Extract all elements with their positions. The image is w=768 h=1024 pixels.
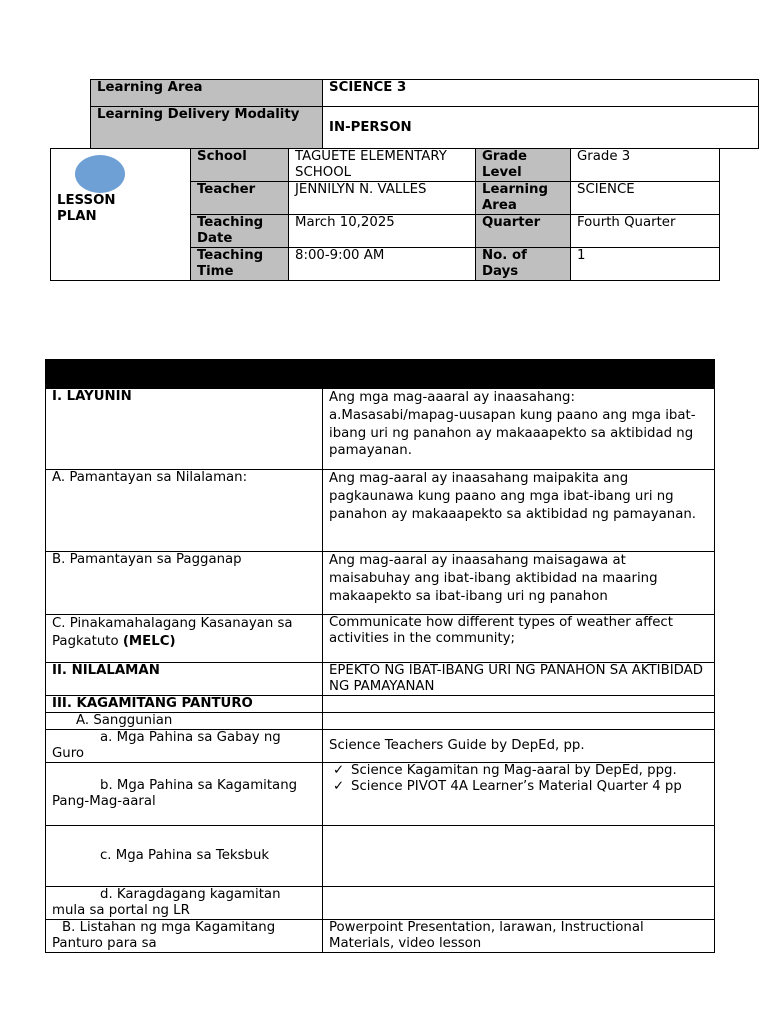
melc-label-text: C. Pinakamahalagang Kasanayan sa Pagkatuto	[52, 616, 293, 649]
school-value: TAGUETE ELEMENTARY SCHOOL	[289, 149, 476, 182]
table-row	[46, 389, 715, 470]
check-icon: ✓	[333, 778, 345, 794]
melc-value: Communicate how different types of weather affect activities in the community;	[323, 615, 715, 663]
pamantayan-pagganap-value: Ang mag-aaral ay inaasahang maisagawa at maisabuhay ang ibat-ibang aktibidad na maaring makaapekto sa ibat-ibang uri ng panahon	[323, 552, 715, 615]
table-row	[46, 886, 715, 919]
check-icon: ✓	[333, 762, 345, 778]
kagamitang-label: b. Mga Pahina sa Kagamitang Pang-Mag-aaral	[46, 762, 323, 825]
grade-value: Grade 3	[571, 149, 720, 182]
kagamitan-label: III. KAGAMITANG PANTURO	[46, 695, 323, 712]
teacher-label: Teacher	[191, 181, 289, 214]
listahan-label: B. Listahan ng mga Kagamitang Panturo para sa	[46, 919, 323, 952]
teacher-value: JENNILYN N. VALLES	[289, 181, 476, 214]
layunin-value: Ang mga mag-aaaral ay inaasahang: a.Masasabi/mapag-uusapan kung paano ang mga ibat-ibang uri ng panahon ay makaaapekto sa aktibidad ng pamayanan.	[323, 389, 715, 470]
area-label: Learning Area	[476, 181, 571, 214]
quarter-label: Quarter	[476, 214, 571, 247]
modality-label: Learning Delivery Modality	[91, 107, 323, 149]
lesson-plan-label: LESSON PLAN	[57, 193, 116, 224]
melc-label-bold: (MELC)	[122, 633, 176, 649]
listahan-value: Powerpoint Presentation, larawan, Instructional Materials, video lesson	[323, 919, 715, 952]
karagdagang-label: d. Karagdagang kagamitan mula sa portal ng LR	[46, 886, 323, 919]
time-value: 8:00-9:00 AM	[289, 247, 476, 280]
list-item-text: Science Kagamitan ng Mag-aaral by DepEd, ppg.	[351, 762, 677, 778]
empty-cell	[323, 886, 715, 919]
grade-label: Grade Level	[476, 149, 571, 182]
school-label: School	[191, 149, 289, 182]
learning-area-label: Learning Area	[91, 80, 323, 107]
gabay-value: Science Teachers Guide by DepEd, pp.	[323, 729, 715, 762]
empty-cell	[323, 712, 715, 729]
empty-cell	[323, 695, 715, 712]
list-item-text: Science PIVOT 4A Learner’s Material Quarter 4 pp	[351, 778, 682, 794]
area-value: SCIENCE	[571, 181, 720, 214]
kagamitang-value	[323, 762, 715, 825]
logo-circle-icon	[75, 155, 125, 193]
pamantayan-nilalaman-value: Ang mag-aaral ay inaasahang maipakita ang pagkaunawa kung paano ang mga ibat-ibang uri ng panahon ay makaaapekto sa aktibidad ng pamayanan.	[323, 470, 715, 552]
days-value: 1	[571, 247, 720, 280]
list-item	[329, 779, 708, 795]
melc-label	[46, 615, 323, 663]
lesson-plan-cell	[51, 149, 191, 281]
learning-area-value: SCIENCE 3	[323, 80, 759, 107]
table-row	[46, 470, 715, 552]
table-row	[46, 712, 715, 729]
time-label: Teaching Time	[191, 247, 289, 280]
date-value: March 10,2025	[289, 214, 476, 247]
days-label: No. of Days	[476, 247, 571, 280]
date-label: Teaching Date	[191, 214, 289, 247]
table-row	[46, 615, 715, 663]
nilalaman-value: EPEKTO NG IBAT-IBANG URI NG PANAHON SA AKTIBIDAD NG PAMAYANAN	[323, 663, 715, 696]
table-row	[46, 552, 715, 615]
empty-cell	[323, 825, 715, 886]
table-row	[46, 762, 715, 825]
gabay-label: a. Mga Pahina sa Gabay ng Guro	[46, 729, 323, 762]
layunin-label: I. LAYUNIN	[46, 389, 323, 470]
lesson-plan-table	[45, 359, 715, 953]
header-bar	[46, 360, 715, 389]
quarter-value: Fourth Quarter	[571, 214, 720, 247]
learning-area-table	[90, 79, 759, 149]
pamantayan-pagganap-label: B. Pamantayan sa Pagganap	[46, 552, 323, 615]
pamantayan-nilalaman-label: A. Pamantayan sa Nilalaman:	[46, 470, 323, 552]
list-item	[329, 763, 708, 779]
school-info-table	[50, 148, 720, 281]
nilalaman-label: II. NILALAMAN	[46, 663, 323, 696]
table-row	[46, 663, 715, 696]
table-row	[46, 825, 715, 886]
table-row	[46, 919, 715, 952]
kagamitang-list	[329, 763, 708, 795]
table-row	[46, 695, 715, 712]
table-row	[46, 729, 715, 762]
modality-value: IN-PERSON	[323, 107, 759, 149]
teksbuk-label: c. Mga Pahina sa Teksbuk	[46, 825, 323, 886]
sanggunian-label: A. Sanggunian	[46, 712, 323, 729]
